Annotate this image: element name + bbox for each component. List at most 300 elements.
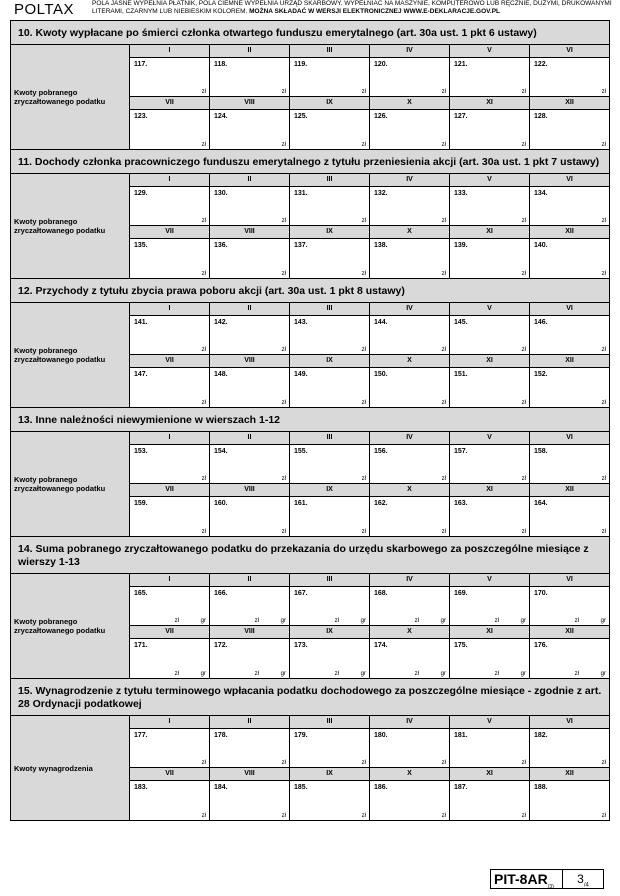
month-header: VI <box>529 174 609 186</box>
currency-zl-label: zł <box>201 142 206 148</box>
amount-input-field[interactable] <box>289 187 369 225</box>
month-header: VIII <box>209 768 289 780</box>
amount-input-field[interactable] <box>130 587 209 625</box>
field-number: 127. <box>454 113 468 120</box>
currency-zl-label: zł <box>334 671 339 677</box>
currency-zl-label: zł <box>601 142 606 148</box>
currency-zl-label: zł <box>361 142 366 148</box>
field-number: 161. <box>294 500 308 507</box>
amount-input-field[interactable] <box>130 316 209 354</box>
field-number: 141. <box>134 319 148 326</box>
month-header: III <box>289 716 369 728</box>
currency-zl-label: zł <box>201 89 206 95</box>
section-body <box>11 173 609 278</box>
currency-gr-label: gr <box>600 671 606 677</box>
month-header: V <box>449 174 529 186</box>
amount-input-field[interactable] <box>449 729 529 767</box>
month-header-row <box>130 484 609 497</box>
form-version: (3) <box>547 883 554 890</box>
month-header: XII <box>529 626 609 638</box>
amount-input-field[interactable] <box>449 368 529 407</box>
amount-input-field[interactable] <box>529 497 609 536</box>
currency-zl-label: zł <box>601 271 606 277</box>
currency-zl-label: zł <box>441 529 446 535</box>
currency-gr-label: gr <box>200 671 206 677</box>
form-section <box>11 21 609 150</box>
amount-input-field[interactable] <box>449 639 529 678</box>
field-number: 131. <box>294 190 308 197</box>
field-row <box>130 587 609 626</box>
amount-input-field[interactable] <box>209 639 289 678</box>
currency-gr-label: gr <box>440 671 446 677</box>
amount-input-field[interactable] <box>529 781 609 820</box>
currency-gr-label: gr <box>520 671 526 677</box>
month-header: VIII <box>209 226 289 238</box>
month-header: VI <box>529 303 609 315</box>
month-header: VII <box>165 228 174 235</box>
month-header: XI <box>449 97 529 109</box>
month-header: I <box>168 305 171 312</box>
currency-zl-label: zł <box>601 89 606 95</box>
amount-input-field[interactable] <box>289 316 369 354</box>
amount-input-field[interactable] <box>529 639 609 678</box>
month-header: IV <box>369 303 449 315</box>
amount-input-field[interactable] <box>209 58 289 96</box>
amount-input-field[interactable] <box>209 781 289 820</box>
month-header-row <box>130 174 609 187</box>
instruction-text-2: DRUKOWANYMI LITERAMI, CZARNYM LUB NIEBIESKIM KOLOREM. <box>92 0 612 15</box>
amount-input-field[interactable] <box>130 445 209 483</box>
month-header: XII <box>529 768 609 780</box>
field-number: 182. <box>534 732 548 739</box>
field-number: 164. <box>534 500 548 507</box>
section-title: 11. Dochody członka pracowniczego funduszu emerytalnego z tytułu przeniesienia akcji (art. 30a ust. 1 pkt 7 ustawy) <box>18 156 600 168</box>
month-header: VIII <box>209 355 289 367</box>
field-number: 188. <box>534 784 548 791</box>
amount-input-field[interactable] <box>449 445 529 483</box>
currency-zl-label: zł <box>281 89 286 95</box>
currency-gr-label: gr <box>280 618 286 624</box>
amount-input-field[interactable] <box>130 110 209 149</box>
month-header: IV <box>369 716 449 728</box>
field-number: 129. <box>134 190 148 197</box>
month-header: VI <box>529 716 609 728</box>
currency-zl-label: zł <box>201 218 206 224</box>
currency-zl-label: zł <box>281 271 286 277</box>
month-header: XI <box>449 226 529 238</box>
currency-zl-label: zł <box>201 347 206 353</box>
currency-gr-label: gr <box>360 671 366 677</box>
currency-zl-label: zł <box>441 218 446 224</box>
amount-input-field[interactable] <box>369 497 449 536</box>
currency-zl-label: zł <box>521 347 526 353</box>
month-header: IX <box>289 768 369 780</box>
month-header: III <box>289 432 369 444</box>
field-number: 144. <box>374 319 388 326</box>
amount-input-field[interactable] <box>529 316 609 354</box>
month-header: II <box>209 716 289 728</box>
currency-zl-label: zł <box>414 671 419 677</box>
field-number: 154. <box>214 448 228 455</box>
currency-zl-label: zł <box>601 347 606 353</box>
field-number: 167. <box>294 590 308 597</box>
currency-gr-label: gr <box>280 671 286 677</box>
month-header: I <box>168 176 171 183</box>
month-header: VII <box>165 628 174 635</box>
amount-input-field[interactable] <box>449 497 529 536</box>
amount-input-field[interactable] <box>369 110 449 149</box>
field-number: 119. <box>294 61 308 68</box>
currency-zl-label: zł <box>361 218 366 224</box>
currency-zl-label: zł <box>601 476 606 482</box>
row-label: Kwoty pobranego zryczałtowanego podatku <box>11 174 130 278</box>
instruction-text-1: POLA JASNE WYPEŁNIA PŁATNIK, POLA CIEMNE WYPEŁNIA URZĄD SKARBOWY. WYPEŁNIAĆ NA MASZYNIE, KOMPUTEROWO LUB RĘCZNIE, DUŻYMI, <box>92 0 560 7</box>
amount-input-field[interactable] <box>369 445 449 483</box>
field-row <box>130 368 609 407</box>
currency-gr-label: gr <box>520 618 526 624</box>
amount-input-field[interactable] <box>369 639 449 678</box>
amount-input-field[interactable] <box>209 729 289 767</box>
amount-input-field[interactable] <box>289 110 369 149</box>
month-header-row <box>130 768 609 781</box>
amount-input-field[interactable] <box>369 368 449 407</box>
amount-input-field[interactable] <box>130 729 209 767</box>
field-number: 185. <box>294 784 308 791</box>
field-number: 143. <box>294 319 308 326</box>
field-number: 152. <box>534 371 548 378</box>
currency-zl-label: zł <box>521 400 526 406</box>
field-number: 121. <box>454 61 468 68</box>
month-header: III <box>289 45 369 57</box>
month-header-row <box>130 226 609 239</box>
amount-input-field[interactable] <box>449 239 529 278</box>
month-header: X <box>369 484 449 496</box>
month-header: III <box>289 574 369 586</box>
amount-input-field[interactable] <box>289 497 369 536</box>
amount-input-field[interactable] <box>449 781 529 820</box>
page-number <box>563 870 603 888</box>
currency-zl-label: zł <box>441 271 446 277</box>
field-number: 159. <box>134 500 148 507</box>
field-row <box>130 497 609 536</box>
page-current: 3 <box>577 872 584 886</box>
amount-input-field[interactable] <box>209 368 289 407</box>
month-header: X <box>369 97 449 109</box>
month-header: VI <box>529 432 609 444</box>
amount-input-field[interactable] <box>130 187 209 225</box>
currency-zl-label: zł <box>574 671 579 677</box>
field-number: 166. <box>214 590 228 597</box>
amount-input-field[interactable] <box>369 58 449 96</box>
field-number: 132. <box>374 190 388 197</box>
currency-zl-label: zł <box>441 142 446 148</box>
amount-input-field[interactable] <box>209 316 289 354</box>
currency-zl-label: zł <box>601 529 606 535</box>
form-section <box>11 279 609 408</box>
amount-input-field[interactable] <box>369 187 449 225</box>
currency-zl-label: zł <box>254 618 259 624</box>
currency-zl-label: zł <box>361 89 366 95</box>
field-number: 124. <box>214 113 228 120</box>
currency-zl-label: zł <box>361 400 366 406</box>
amount-input-field[interactable] <box>449 58 529 96</box>
currency-zl-label: zł <box>254 671 259 677</box>
field-number: 146. <box>534 319 548 326</box>
currency-zl-label: zł <box>601 813 606 819</box>
row-label: Kwoty wynagrodzenia <box>11 716 130 820</box>
field-number: 171. <box>134 642 148 649</box>
amount-input-field[interactable] <box>529 239 609 278</box>
currency-zl-label: zł <box>521 271 526 277</box>
field-number: 179. <box>294 732 308 739</box>
currency-zl-label: zł <box>521 142 526 148</box>
currency-zl-label: zł <box>361 271 366 277</box>
amount-input-field[interactable] <box>289 781 369 820</box>
currency-zl-label: zł <box>521 813 526 819</box>
currency-zl-label: zł <box>281 476 286 482</box>
month-header: I <box>168 576 171 583</box>
currency-zl-label: zł <box>521 476 526 482</box>
field-number: 168. <box>374 590 388 597</box>
amount-input-field[interactable] <box>369 729 449 767</box>
amount-input-field[interactable] <box>369 781 449 820</box>
month-header: II <box>209 303 289 315</box>
field-number: 183. <box>134 784 148 791</box>
field-number: 149. <box>294 371 308 378</box>
amount-input-field[interactable] <box>369 239 449 278</box>
amount-input-field[interactable] <box>289 729 369 767</box>
currency-zl-label: zł <box>521 89 526 95</box>
field-number: 145. <box>454 319 468 326</box>
currency-zl-label: zł <box>281 347 286 353</box>
field-number: 174. <box>374 642 388 649</box>
amount-input-field[interactable] <box>289 445 369 483</box>
amount-input-field[interactable] <box>529 587 609 625</box>
field-number: 181. <box>454 732 468 739</box>
instruction-text-3: MOŻNA SKŁADAĆ W WERSJI ELEKTRONICZNEJ <box>249 7 402 15</box>
field-row <box>130 445 609 484</box>
field-row <box>130 110 609 149</box>
field-number: 176. <box>534 642 548 649</box>
amount-input-field[interactable] <box>529 729 609 767</box>
amount-input-field[interactable] <box>289 58 369 96</box>
amount-input-field[interactable] <box>130 781 209 820</box>
amount-input-field[interactable] <box>130 497 209 536</box>
month-header: VII <box>165 770 174 777</box>
field-number: 158. <box>534 448 548 455</box>
month-header: III <box>289 174 369 186</box>
month-header: III <box>289 303 369 315</box>
field-number: 172. <box>214 642 228 649</box>
amount-input-field[interactable] <box>209 587 289 625</box>
month-header: XI <box>449 355 529 367</box>
field-row <box>130 316 609 355</box>
section-title: 12. Przychody z tytułu zbycia prawa poboru akcji (art. 30a ust. 1 pkt 8 ustawy) <box>18 285 405 297</box>
currency-zl-label: zł <box>574 618 579 624</box>
amount-input-field[interactable] <box>130 639 209 678</box>
amount-input-field[interactable] <box>130 368 209 407</box>
amount-input-field[interactable] <box>209 445 289 483</box>
section-body <box>11 715 609 820</box>
currency-zl-label: zł <box>521 529 526 535</box>
field-number: 162. <box>374 500 388 507</box>
amount-input-field[interactable] <box>449 110 529 149</box>
month-header: VIII <box>209 626 289 638</box>
currency-zl-label: zł <box>174 618 179 624</box>
field-number: 163. <box>454 500 468 507</box>
month-header: IV <box>369 574 449 586</box>
currency-zl-label: zł <box>361 529 366 535</box>
amount-input-field[interactable] <box>529 445 609 483</box>
section-title: 15. Wynagrodzenie z tytułu terminowego wpłacania podatku dochodowego za poszczególne miesiące - zgodnie z art. 28 Ordynacji podatkowej <box>18 685 602 710</box>
month-header: V <box>449 574 529 586</box>
field-grid <box>130 432 609 536</box>
field-number: 134. <box>534 190 548 197</box>
month-header: XII <box>529 484 609 496</box>
field-grid <box>130 303 609 407</box>
month-header: V <box>449 303 529 315</box>
row-label: Kwoty pobranego zryczałtowanego podatku <box>11 574 130 678</box>
month-header-row <box>130 574 609 587</box>
field-number: 165. <box>134 590 148 597</box>
month-header: X <box>369 626 449 638</box>
month-header: II <box>209 45 289 57</box>
currency-zl-label: zł <box>201 760 206 766</box>
amount-input-field[interactable] <box>449 187 529 225</box>
field-number: 123. <box>134 113 148 120</box>
currency-zl-label: zł <box>441 347 446 353</box>
month-header: X <box>369 768 449 780</box>
currency-zl-label: zł <box>494 618 499 624</box>
amount-input-field[interactable] <box>529 110 609 149</box>
currency-gr-label: gr <box>440 618 446 624</box>
field-number: 139. <box>454 242 468 249</box>
field-grid <box>130 574 609 678</box>
field-number: 126. <box>374 113 388 120</box>
month-header: XI <box>449 768 529 780</box>
amount-input-field[interactable] <box>130 239 209 278</box>
row-label: Kwoty pobranego zryczałtowanego podatku <box>11 432 130 536</box>
section-title: 10. Kwoty wypłacane po śmierci członka otwartego funduszu emerytalnego (art. 30a ust. 1 pkt 6 ustawy) <box>18 27 537 39</box>
month-header: I <box>168 434 171 441</box>
amount-input-field[interactable] <box>529 368 609 407</box>
month-header: V <box>449 432 529 444</box>
section-body <box>11 573 609 678</box>
currency-zl-label: zł <box>441 760 446 766</box>
field-number: 177. <box>134 732 148 739</box>
month-header: V <box>449 716 529 728</box>
month-header: IX <box>289 484 369 496</box>
currency-zl-label: zł <box>441 89 446 95</box>
month-header: VII <box>165 486 174 493</box>
currency-zl-label: zł <box>281 142 286 148</box>
field-number: 120. <box>374 61 388 68</box>
currency-zl-label: zł <box>361 760 366 766</box>
amount-input-field[interactable] <box>529 187 609 225</box>
amount-input-field[interactable] <box>289 639 369 678</box>
amount-input-field[interactable] <box>369 316 449 354</box>
field-number: 137. <box>294 242 308 249</box>
month-header: I <box>168 718 171 725</box>
field-number: 147. <box>134 371 148 378</box>
currency-zl-label: zł <box>361 476 366 482</box>
month-header: VII <box>165 357 174 364</box>
currency-zl-label: zł <box>521 760 526 766</box>
month-header: XII <box>529 97 609 109</box>
field-number: 175. <box>454 642 468 649</box>
currency-zl-label: zł <box>441 400 446 406</box>
field-number: 136. <box>214 242 228 249</box>
month-header: VIII <box>209 484 289 496</box>
currency-zl-label: zł <box>441 476 446 482</box>
section-body <box>11 44 609 149</box>
amount-input-field[interactable] <box>209 239 289 278</box>
field-grid <box>130 45 609 149</box>
month-header: XI <box>449 484 529 496</box>
month-header: VII <box>165 99 174 106</box>
currency-zl-label: zł <box>201 271 206 277</box>
field-number: 118. <box>214 61 228 68</box>
month-header: VI <box>529 574 609 586</box>
form-section <box>11 150 609 279</box>
field-number: 170. <box>534 590 548 597</box>
amount-input-field[interactable] <box>529 58 609 96</box>
field-number: 135. <box>134 242 148 249</box>
amount-input-field[interactable] <box>369 587 449 625</box>
currency-zl-label: zł <box>414 618 419 624</box>
field-number: 138. <box>374 242 388 249</box>
field-number: 156. <box>374 448 388 455</box>
amount-input-field[interactable] <box>449 587 529 625</box>
row-label: Kwoty pobranego zryczałtowanego podatku <box>11 303 130 407</box>
field-row <box>130 58 609 97</box>
amount-input-field[interactable] <box>289 368 369 407</box>
field-number: 117. <box>134 61 148 68</box>
form-section <box>11 679 609 821</box>
form-section <box>11 537 609 679</box>
field-number: 184. <box>214 784 228 791</box>
currency-zl-label: zł <box>281 760 286 766</box>
month-header: IX <box>289 626 369 638</box>
amount-input-field[interactable] <box>289 587 369 625</box>
amount-input-field[interactable] <box>449 316 529 354</box>
month-header: IX <box>289 355 369 367</box>
field-number: 155. <box>294 448 308 455</box>
month-header: II <box>209 174 289 186</box>
field-number: 178. <box>214 732 228 739</box>
amount-input-field[interactable] <box>209 187 289 225</box>
field-number: 153. <box>134 448 148 455</box>
month-header-row <box>130 355 609 368</box>
amount-input-field[interactable] <box>209 497 289 536</box>
field-number: 128. <box>534 113 548 120</box>
field-number: 160. <box>214 500 228 507</box>
month-header: II <box>209 574 289 586</box>
currency-zl-label: zł <box>601 760 606 766</box>
amount-input-field[interactable] <box>130 58 209 96</box>
field-number: 140. <box>534 242 548 249</box>
amount-input-field[interactable] <box>209 110 289 149</box>
field-number: 186. <box>374 784 388 791</box>
field-row <box>130 729 609 768</box>
page-total: /4 <box>583 882 589 889</box>
currency-gr-label: gr <box>200 618 206 624</box>
section-title: 13. Inne należności niewymienione w wierszach 1-12 <box>18 414 281 426</box>
form-instructions <box>92 0 612 15</box>
amount-input-field[interactable] <box>289 239 369 278</box>
field-grid <box>130 716 609 820</box>
section-title: 14. Suma pobranego zryczałtowanego podatku do przekazania do urzędu skarbowego za poszczególne miesiące z wierszy 1-13 <box>18 543 589 568</box>
